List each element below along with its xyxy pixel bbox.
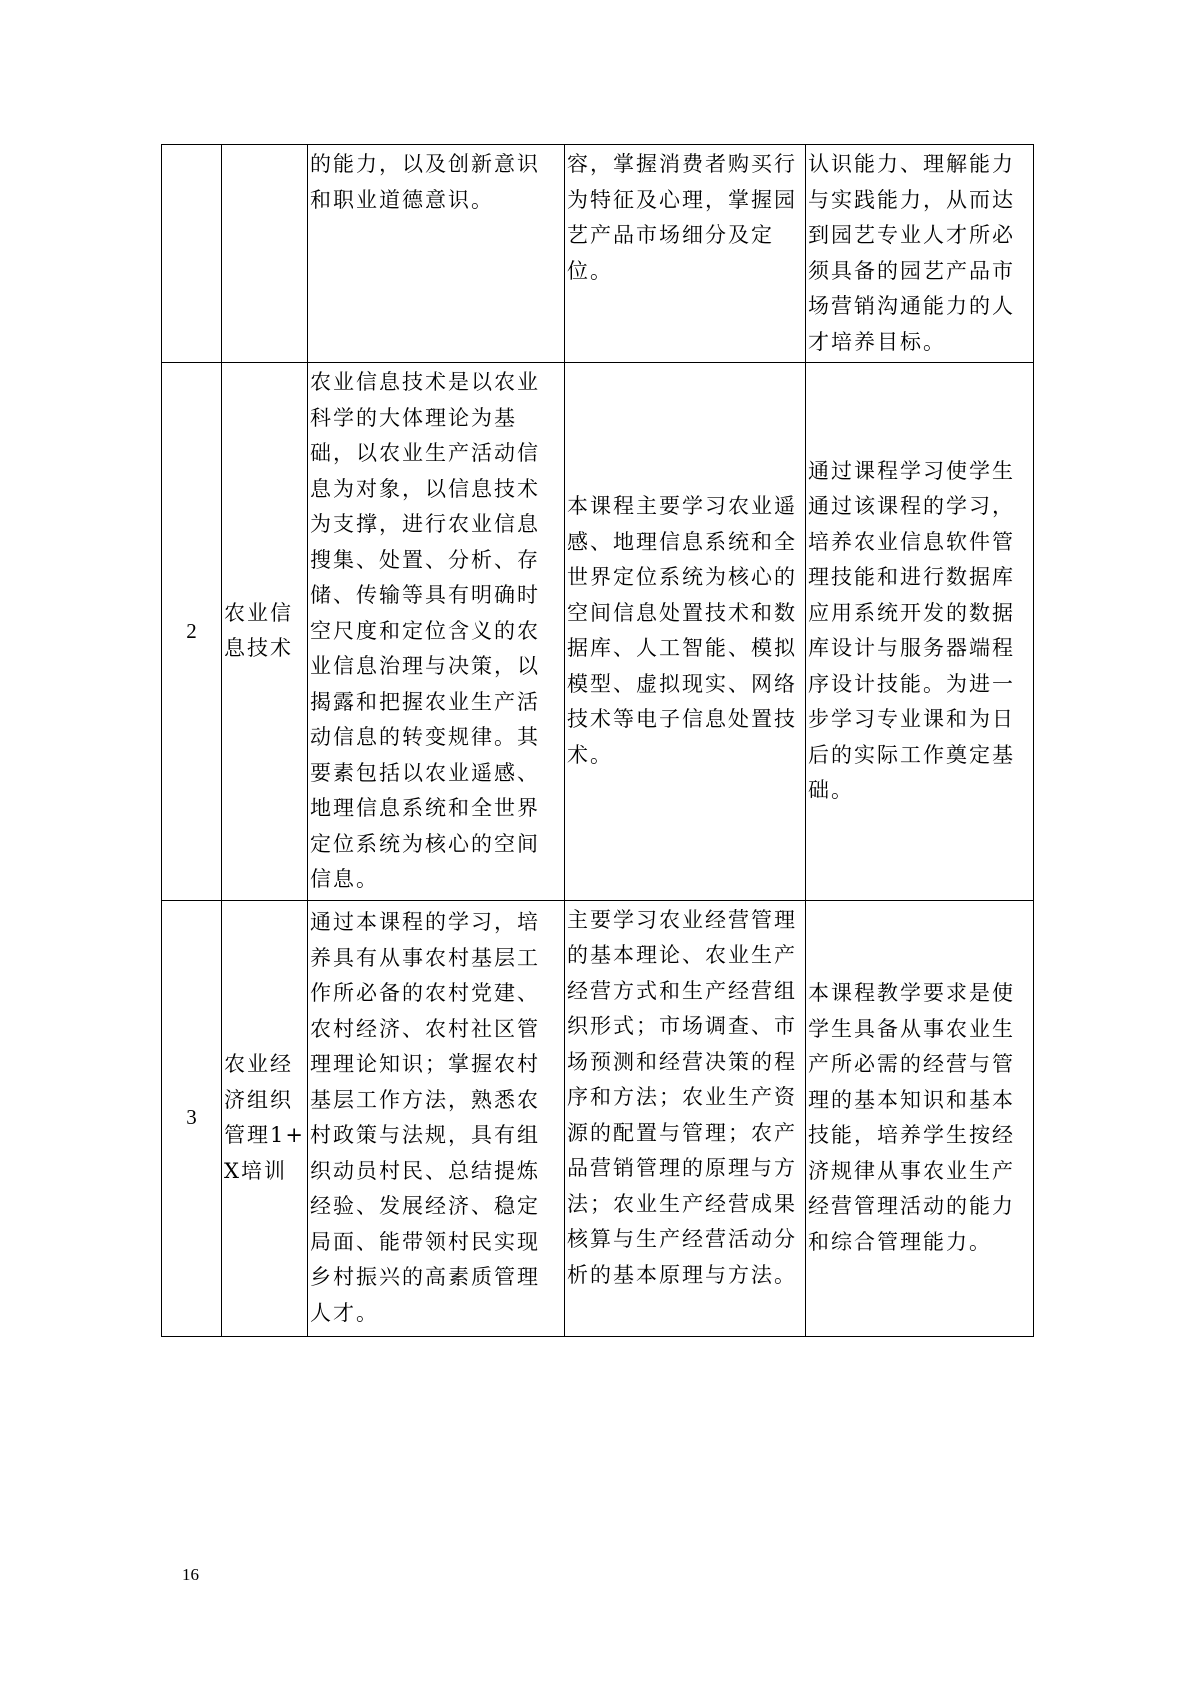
course-objective-cell: 农业信息技术是以农业科学的大体理论为基础，以农业生产活动信息为对象，以信息技术为支撑，进行农业信息搜集、处置、分析、存储、传输等具有明确时空尺度和定位含义的农业信息治理与决策，以揭露和把握农业生产活动信息的转变规律。其要素包括以农业遥感、地理信息系统和全世界定位系统为核心的空间信息。 <box>308 363 565 901</box>
course-requirement-cell: 通过课程学习使学生通过该课程的学习，培养农业信息软件管理技能和进行数据库应用系统开发的数据库设计与服务器端程序设计技能。为进一步学习专业课和为日后的实际工作奠定基础。 <box>806 363 1034 901</box>
course-name-cell: 农业信息技术 <box>222 363 308 901</box>
course-number-cell: 3 <box>162 900 222 1336</box>
table-row <box>162 900 1034 1336</box>
course-content-cell: 本课程主要学习农业遥感、地理信息系统和全世界定位系统为核心的空间信息处置技术和数据库、人工智能、模拟模型、虚拟现实、网络技术等电子信息处置技术。 <box>565 363 806 901</box>
course-content-cell: 容，掌握消费者购买行为特征及心理，掌握园艺产品市场细分及定位。 <box>565 145 806 363</box>
course-objective-cell: 通过本课程的学习，培养具有从事农村基层工作所必备的农村党建、农村经济、农村社区管理理论知识；掌握农村基层工作方法，熟悉农村政策与法规，具有组织动员村民、总结提炼经验、发展经济、稳定局面、能带领村民实现乡村振兴的高素质管理人才。 <box>308 900 565 1336</box>
course-number-cell: 2 <box>162 363 222 901</box>
course-requirement-cell: 本课程教学要求是使学生具备从事农业生产所必需的经营与管理的基本知识和基本技能，培养学生按经济规律从事农业生产经营管理活动的能力和综合管理能力。 <box>806 900 1034 1336</box>
table-row <box>162 363 1034 901</box>
course-name-cell <box>222 145 308 363</box>
course-objective-cell: 的能力，以及创新意识和职业道德意识。 <box>308 145 565 363</box>
course-number-cell <box>162 145 222 363</box>
course-content-cell: 主要学习农业经营管理的基本理论、农业生产经营方式和生产经营组织形式；市场调查、市场预测和经营决策的程序和方法；农业生产资源的配置与管理；农产品营销管理的原理与方法；农业生产经营成果核算与生产经营活动分析的基本原理与方法。 <box>565 900 806 1336</box>
page-number: 16 <box>182 1565 199 1584</box>
course-table <box>161 144 1034 1337</box>
table-row <box>162 145 1034 363</box>
course-name-cell: 农业经济组织管理1+X培训 <box>222 900 308 1336</box>
course-requirement-cell: 认识能力、理解能力与实践能力，从而达到园艺专业人才所必须具备的园艺产品市场营销沟通能力的人才培养目标。 <box>806 145 1034 363</box>
